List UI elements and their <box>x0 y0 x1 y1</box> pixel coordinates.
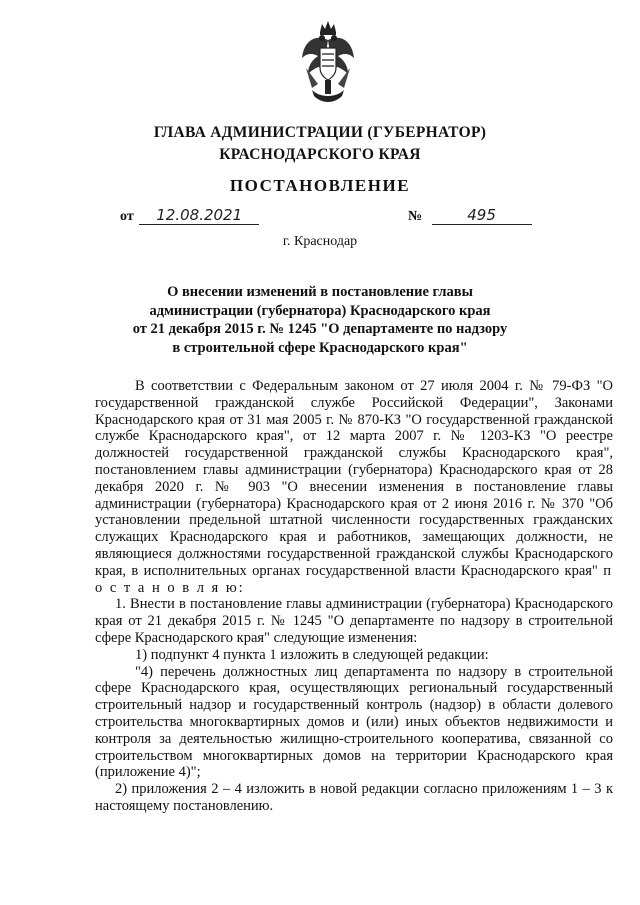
clause-1-paragraph: 1. Внести в постановление главы администрации (губернатора) Краснодарского края от 21 декабря 2015 г. № 1245 "О департаменте по надзору в строительной сфере Краснодарского края" следующие изменения: <box>95 596 613 646</box>
title-line-2: администрации (губернатора) Краснодарского края <box>149 302 491 319</box>
issuing-authority <box>0 122 640 166</box>
subclause-2-paragraph: 2) приложения 2 – 4 изложить в новой редакции согласно приложениям 1 – 3 к настоящему постановлению. <box>95 781 613 814</box>
resolve-word: п о с т а н о в л я ю: <box>95 562 614 596</box>
subclause-1-paragraph: 1) подпункт 4 пункта 1 изложить в следующей редакции: <box>135 646 489 663</box>
authority-line-2: КРАСНОДАРСКОГО КРАЯ <box>219 146 421 163</box>
preamble-text: В соответствии с Федеральным законом от 27 июля 2004 г. № 79-ФЗ "О государственной гражданской службе Российской Федерации", Законами Краснодарского края от 31 мая 2005 г. № 870-КЗ "О государственной гражданской службе Краснодарского края", от 12 марта 2007 г. № 1203-КЗ "О реестре должностей государственной гражданской службы Краснодарского края", постановлением главы администрации (губернатора) Краснодарского края от 28 декабря 2020 г. № 903 "О внесении изменения в постановление главы администрации (губернатора) Краснодарского края от 2 июня 2016 г. № 370 "Об установлении предельной штатной численности государственных гражданских служащих Краснодарского края и работников, замещающих должности, не являющиеся должностями государственной гражданской службы Краснодарского края, в исполнительных органах государственной власти Краснодарского края" <box>95 378 613 579</box>
title-line-3: от 21 декабря 2015 г. № 1245 "О департаменте по надзору <box>132 321 508 337</box>
preamble-paragraph <box>95 378 613 596</box>
document-title <box>0 283 640 357</box>
title-line-4: в строительной сфере Краснодарского края" <box>172 339 468 356</box>
number-line <box>408 206 532 225</box>
document-type: ПОСТАНОВЛЕНИЕ <box>229 176 411 195</box>
date-prefix: от <box>120 209 134 224</box>
coat-of-arms-emblem <box>298 18 358 108</box>
city: г. Краснодар <box>282 234 358 249</box>
number-prefix: № <box>408 209 423 224</box>
document-body <box>95 378 613 815</box>
title-line-1: О внесении изменений в постановление главы <box>167 284 473 300</box>
date-value: 12.08.2021 <box>139 206 259 225</box>
date-line <box>120 206 259 225</box>
quoted-item-4-paragraph: "4) перечень должностных лиц департамента по надзору в строительной сфере Краснодарского края, осуществляющих региональный государственный строительный надзор и государственный контроль (надзор) в области долевого строительства многоквартирных домов и (или) иных объектов недвижимости и контроля за деятельностью жилищно-строительного кооператива, связанной со строительством многоквартирных домов на территории Краснодарского края (приложение 4)"; <box>95 663 613 781</box>
number-value: 495 <box>432 206 532 225</box>
authority-line-1: ГЛАВА АДМИНИСТРАЦИИ (ГУБЕРНАТОР) <box>153 124 487 141</box>
